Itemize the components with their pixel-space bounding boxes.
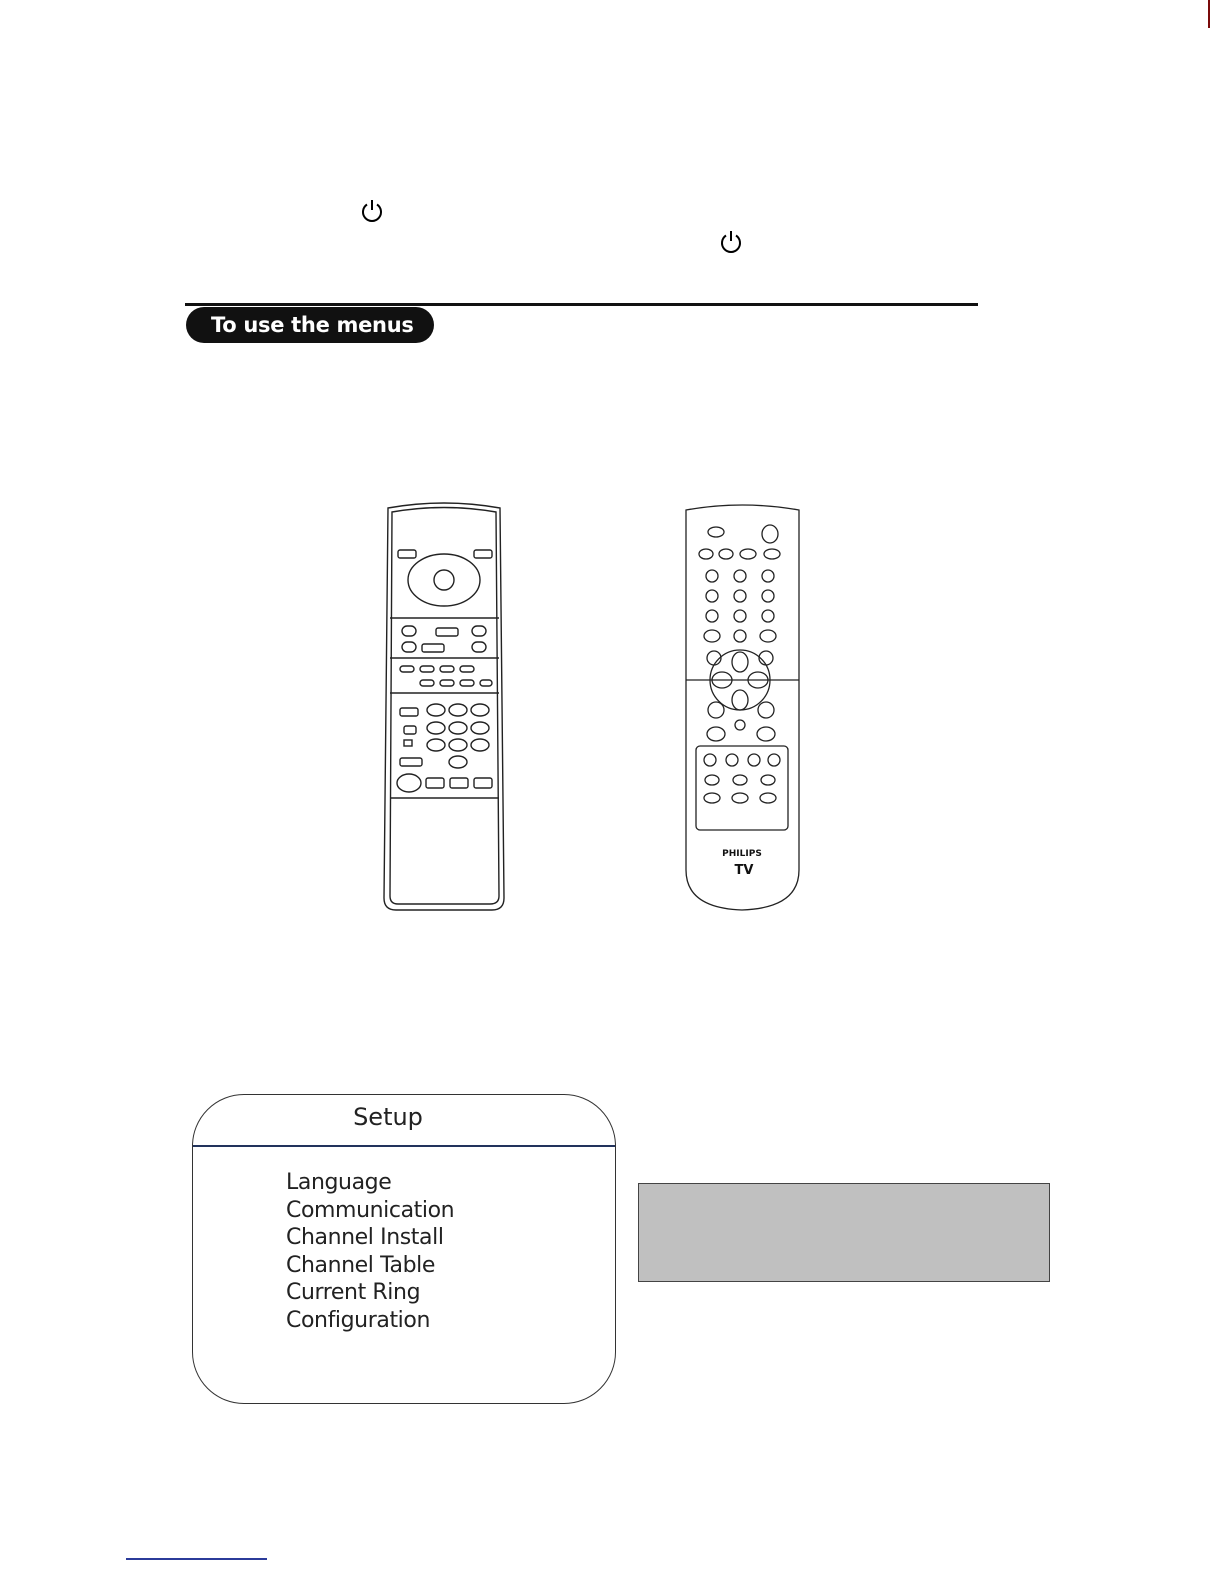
menu-item-language[interactable]: Language: [286, 1170, 392, 1195]
menu-item-current-ring[interactable]: Current Ring: [286, 1280, 421, 1306]
power-icon: [358, 197, 386, 225]
menu-item-configuration[interactable]: Configuration: [286, 1307, 430, 1333]
menu-item-communication[interactable]: Communication: [286, 1197, 455, 1223]
page-edge-rule: [1208, 0, 1210, 28]
menu-item-channel-table[interactable]: Channel Table: [286, 1252, 436, 1278]
power-icon: [717, 228, 745, 256]
menu-item-channel-install[interactable]: Channel Install: [286, 1225, 444, 1251]
setup-menu-list: [286, 1169, 454, 1335]
setup-menu-screen: [192, 1094, 616, 1404]
remote-brand: PHILIPS: [722, 849, 762, 859]
setup-menu-divider: [193, 1145, 615, 1147]
section-heading: To use the menus: [186, 307, 434, 343]
setup-menu-title: Setup: [353, 1103, 423, 1131]
footer-link-underline[interactable]: [126, 1558, 267, 1560]
section-rule: [185, 303, 978, 306]
note-box: [638, 1183, 1050, 1282]
remote-control-right-illustration: [680, 500, 805, 914]
remote-control-left-illustration: [380, 498, 508, 914]
remote-logo-text: TV: [734, 863, 754, 878]
